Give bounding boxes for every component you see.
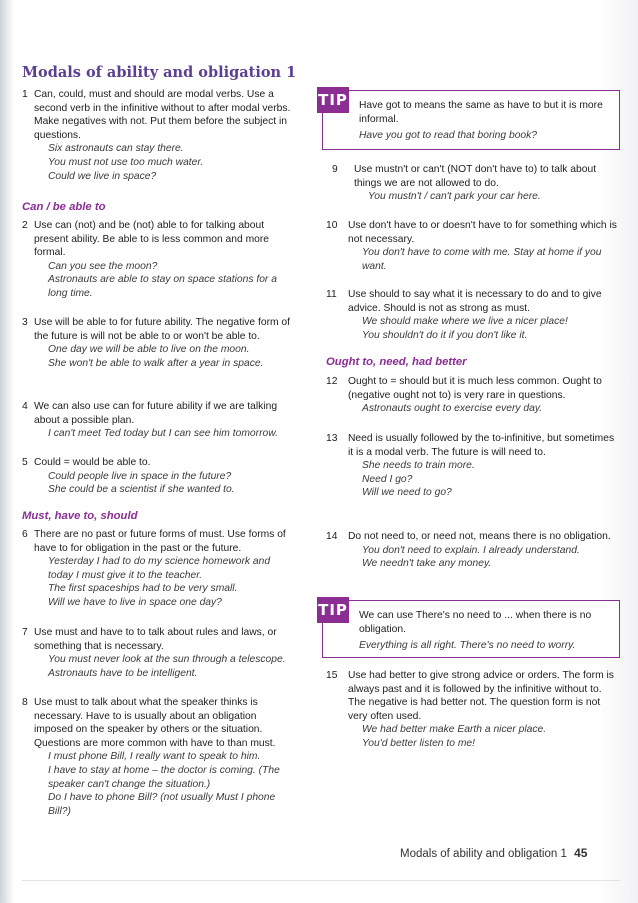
section-heading-ought: Ought to, need, had better bbox=[326, 356, 467, 368]
rule-item: 7 Use must and have to to talk about rules and laws, or something that is necessary. You must never look at the sun through a telescope. Astronauts have to be intelligent. bbox=[22, 627, 286, 679]
rule-item: 5 Could = would be able to. Could people live in space in the future? She could be a scientist if she wanted to. bbox=[22, 457, 235, 496]
page-number: 45 bbox=[574, 846, 588, 860]
section-heading-must: Must, have to, should bbox=[22, 510, 138, 522]
rule-item: 1 Can, could, must and should are modal verbs. Use a second verb in the infinitive without to after modal verbs. Make negatives with not. Put them before the subject in questions. Six astronauts can stay there. You must not use too much water. Could we live in space? bbox=[22, 89, 291, 182]
rule-item: 15 Use had better to give strong advice or orders. The form is always past and it is followed by the infinitive without to. The negative is had better not. The question form is not very often used. We had better make Earth a nicer place. You'd better listen to me! bbox=[326, 670, 614, 749]
footer-label: Modals of ability and obligation 1 bbox=[400, 848, 567, 860]
rule-item: 13 Need is usually followed by the to-infinitive, but sometimes it is a modal verb. The future is will need to. She needs to train more. Need I go? Will we need to go? bbox=[326, 433, 615, 499]
page-title: Modals of ability and obligation 1 bbox=[22, 64, 297, 81]
rule-item: 8 Use must to talk about what the speaker thinks is necessary. Have to is usually about an obligation imposed on the speaker by others or the situation. Questions are more common with have to than must. I must phone Bill, I really want to speak to him. I have to stay at home – the doctor is coming. (The speaker can't change the situation.) Do I have to phone Bill? (not usually Must I phone Bill?) bbox=[22, 697, 280, 817]
tip-box: TIP We can use There's no need to ... when there is no obligation. Everything is all right. There's no need to worry. bbox=[322, 600, 620, 658]
tip-box: TIP Have got to means the same as have to but it is more informal. Have you got to read that boring book? bbox=[322, 90, 620, 150]
page-gutter-shadow bbox=[0, 0, 14, 903]
bottom-rule bbox=[22, 880, 620, 881]
rule-item: 2 Use can (not) and be (not) able to for talking about present ability. Be able to is less common and more formal. Can you see the moon? Astronauts are able to stay on space stations for a long time. bbox=[22, 220, 277, 299]
section-heading-can: Can / be able to bbox=[22, 201, 106, 213]
rule-item: 4 We can also use can for future ability if we are talking about a possible plan. I can't meet Ted today but I can see him tomorrow. bbox=[22, 401, 278, 440]
rule-item: 6 There are no past or future forms of must. Use forms of have to for obligation in the past or the future. Yesterday I had to do my science homework and today I must give it to the teacher. The first spaceships had to be very small. Will we have to live in space one day? bbox=[22, 529, 286, 608]
tip-badge: TIP bbox=[317, 87, 349, 113]
rule-item: 14 Do not need to, or need not, means there is no obligation. You don't need to explain. I already understand. We needn't take any money. bbox=[326, 531, 611, 570]
rule-item: 10 Use don't have to or doesn't have to for something which is not necessary. You don't have to come with me. Stay at home if you want. bbox=[326, 220, 617, 272]
page-footer bbox=[400, 846, 587, 860]
rule-item: 12 Ought to = should but it is much less common. Ought to (negative ought not to) is very rare in questions. Astronauts ought to exercise every day. bbox=[326, 376, 602, 415]
rule-item: 11 Use should to say what it is necessary to do and to give advice. Should is not as strong as must. We should make where we live a nicer place! You shouldn't do it if you don't like it. bbox=[326, 289, 602, 341]
rule-item: 3 Use will be able to for future ability. The negative form of the future is will not be able to or won't be able to. One day we will be able to live on the moon. She won't be able to walk after a year in space. bbox=[22, 317, 291, 369]
tip-badge: TIP bbox=[317, 597, 349, 623]
rule-item: 9 Use mustn't or can't (NOT don't have to) to talk about things we are not allowed to do. You mustn't / can't park your car here. bbox=[332, 164, 597, 203]
